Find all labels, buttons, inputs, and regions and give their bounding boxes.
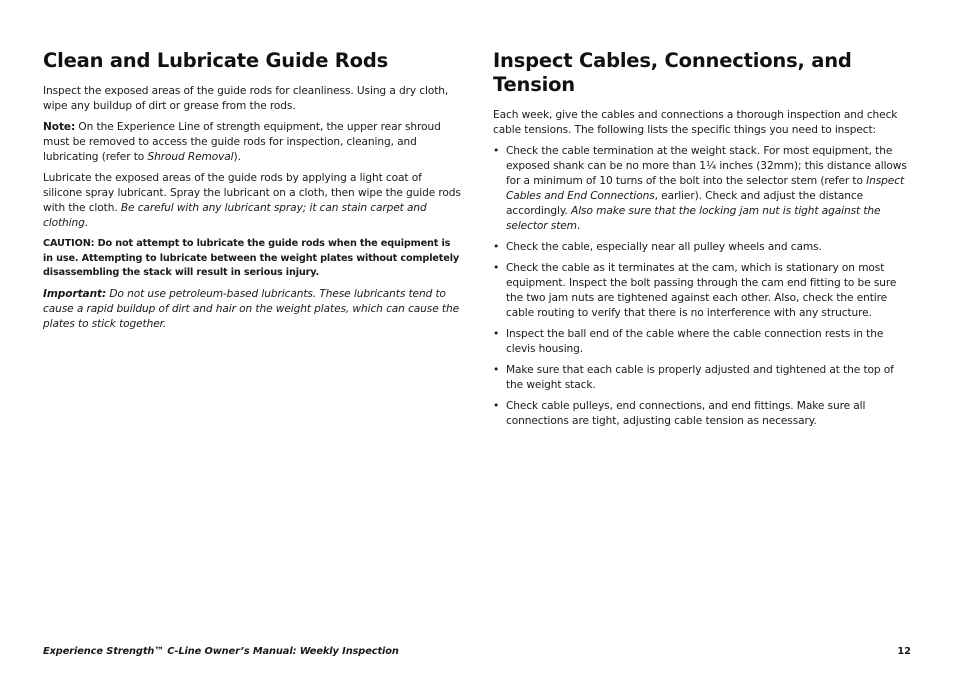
note-end: ). xyxy=(233,151,241,163)
lubricate-end: . xyxy=(84,217,88,229)
paragraph-lubricate xyxy=(43,171,463,231)
list-item xyxy=(493,327,911,357)
list-item-reference: Inspect Cables and End Connections xyxy=(506,175,905,202)
bullet-icon: • xyxy=(493,262,500,274)
list-item-text-mid: , earlier). Check and adjust the distance accordingly. xyxy=(506,190,864,217)
footer-title: Experience Strength™ C-Line Owner’s Manual: Weekly Inspection xyxy=(43,646,399,657)
list-item xyxy=(493,399,911,429)
bullet-icon: • xyxy=(493,241,500,253)
note-label: Note: xyxy=(43,121,76,133)
bullet-icon: • xyxy=(493,364,500,376)
caution-paragraph: CAUTION: Do not attempt to lubricate the guide rods when the equipment is in use. Attempting to lubricate between the weight plates without completely disassembling the stack will result in serious injury. xyxy=(43,238,460,279)
important-paragraph xyxy=(43,287,463,332)
list-item xyxy=(493,363,911,393)
inspection-list xyxy=(493,144,911,429)
bullet-icon: • xyxy=(493,328,500,340)
section-heading-guide-rods: Clean and Lubricate Guide Rods xyxy=(43,49,388,72)
list-item xyxy=(493,144,911,234)
note-paragraph xyxy=(43,120,463,165)
list-item xyxy=(493,240,911,255)
list-item-text: Check the cable, especially near all pulley wheels and cams. xyxy=(506,241,822,253)
paragraph-inspect-rods: Inspect the exposed areas of the guide rods for cleanliness. Using a dry cloth, wipe any buildup of dirt or grease from the rods. xyxy=(43,85,449,112)
bullet-icon: • xyxy=(493,145,500,157)
note-text: On the Experience Line of strength equipment, the upper rear shroud must be removed to access the guide rods for inspection, cleaning, and lubricating (refer to xyxy=(43,121,441,163)
list-item-text: Make sure that each cable is properly adjusted and tightened at the top of the weight stack. xyxy=(506,364,894,391)
paragraph-cables-intro: Each week, give the cables and connections a thorough inspection and check cable tensions. The following lists the specific things you need to inspect: xyxy=(493,109,898,136)
list-item-text: Check the cable termination at the weight stack. For most equipment, the exposed shank can be no more than 1¼ inches (32mm); this distance allows for a minimum of 10 turns of the bolt into the selector stem (refer to xyxy=(506,145,907,187)
list-item-italic: Also make sure that the locking jam nut is tight against the selector stem xyxy=(506,205,881,232)
list-item-end: . xyxy=(576,220,581,232)
note-reference: Shroud Removal xyxy=(147,151,234,163)
bullet-icon: • xyxy=(493,400,500,412)
right-column xyxy=(493,49,911,435)
list-item-text: Check cable pulleys, end connections, and end fittings. Make sure all connections are tight, adjusting cable tension as necessary. xyxy=(506,400,866,427)
important-label: Important: xyxy=(43,287,107,300)
list-item xyxy=(493,261,911,321)
important-text: Do not use petroleum-based lubricants. These lubricants tend to cause a rapid buildup of dirt and hair on the weight plates, which can cause the plates to stick together. xyxy=(43,287,459,330)
section-heading-cables: Inspect Cables, Connections, and Tension xyxy=(493,49,852,96)
left-column xyxy=(43,49,463,338)
list-item-text: Inspect the ball end of the cable where the cable connection rests in the clevis housing. xyxy=(506,328,884,355)
lubricate-warning: Be careful with any lubricant spray; it can stain carpet and clothing xyxy=(43,202,427,229)
page-number: 12 xyxy=(897,646,911,657)
list-item-text: Check the cable as it terminates at the cam, which is stationary on most equipment. Inspect the bolt passing through the cam end fitting to be sure the two jam nuts are tightened against each other. Also, check the entire cable routing to verify that there is no interference with any structure. xyxy=(506,262,897,319)
lubricate-text: Lubricate the exposed areas of the guide rods by applying a light coat of silicone spray lubricant. Spray the lubricant on a cloth, then wipe the guide rods with the cloth. xyxy=(43,172,461,214)
